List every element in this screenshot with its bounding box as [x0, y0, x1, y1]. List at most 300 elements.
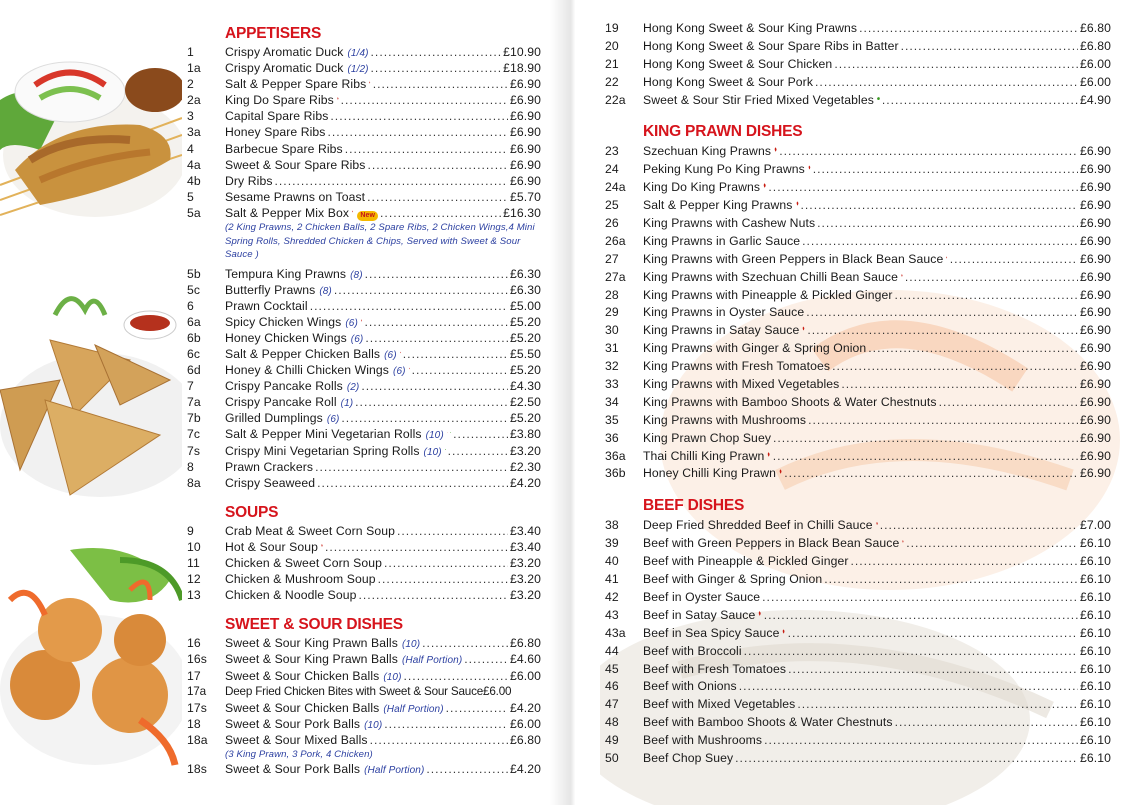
leader-dots: [882, 92, 1078, 110]
item-number: 6: [187, 298, 194, 313]
item-price: £6.30: [510, 282, 541, 297]
menu-item: [187, 475, 541, 491]
item-price: £6.90: [1080, 323, 1111, 338]
item-price: £6.00: [483, 684, 512, 698]
item-price: £6.10: [1080, 661, 1111, 676]
item-number: 11: [187, 556, 200, 571]
menu-item: [187, 141, 541, 157]
item-qualifier: (10): [383, 671, 402, 683]
item-number: 3: [187, 109, 194, 124]
leader-dots: [859, 20, 1078, 38]
item-number: 7b: [187, 411, 201, 426]
item-price: £6.10: [1080, 572, 1111, 587]
menu-item: [187, 346, 541, 362]
item-name: King Prawns with Fresh Tomatoes: [643, 359, 831, 374]
item-name: Grilled Dumplings: [225, 411, 323, 426]
item-name: King Prawns in Satay Sauce: [643, 323, 800, 338]
fried-prawn-balls-photo: [0, 540, 182, 770]
item-number: 35: [605, 412, 619, 427]
leader-dots: [328, 124, 508, 140]
menu-item: [605, 589, 1111, 607]
menu-item: [187, 173, 541, 189]
leader-dots: [380, 205, 501, 221]
right-menu-column: [605, 20, 1111, 768]
menu-item: [187, 459, 541, 475]
item-name: Hot & Sour Soup: [225, 539, 318, 554]
item-price: £5.20: [510, 330, 541, 345]
menu-item: [605, 92, 1111, 110]
menu-item: [605, 143, 1111, 161]
leader-dots: [764, 732, 1078, 750]
menu-item: [605, 197, 1111, 215]
item-price: £6.90: [1080, 269, 1111, 284]
item-price: £6.80: [1080, 21, 1111, 35]
item-price: £6.90: [1080, 448, 1111, 463]
item-name: Salt & Pepper Chicken Balls: [225, 347, 381, 361]
item-name: Sweet & Sour Spare Ribs: [225, 157, 366, 172]
leader-dots: [806, 304, 1078, 322]
item-price: £7.00: [1080, 518, 1111, 533]
item-number: 30: [605, 323, 619, 338]
item-number: 2a: [187, 93, 201, 108]
leader-dots: [370, 732, 508, 748]
menu-item: [605, 535, 1111, 553]
item-name: Barbecue Spare Ribs: [225, 141, 343, 156]
item-name: Prawn Crackers: [225, 459, 314, 474]
item-number: 27: [605, 251, 619, 266]
item-name: King Prawns with Pineapple & Pickled Ginger: [643, 287, 893, 302]
leader-dots: [384, 555, 508, 571]
item-qualifier: (Half Portion): [383, 703, 444, 715]
menu-item: [187, 716, 541, 732]
item-name: Butterfly Prawns: [225, 282, 316, 297]
item-name: Hong Kong Sweet & Sour King Prawns: [643, 21, 858, 35]
item-price: £6.00: [1080, 56, 1111, 71]
item-price: £3.20: [510, 443, 541, 458]
leader-dots: [317, 475, 508, 491]
leader-dots: [345, 141, 508, 157]
menu-item: [187, 330, 541, 346]
item-name: Chicken & Sweet Corn Soup: [225, 556, 382, 571]
item-qualifier: (10): [401, 639, 421, 651]
item-number: 27a: [605, 269, 626, 284]
item-number: 1a: [187, 61, 201, 76]
menu-item: [605, 430, 1111, 448]
leader-dots: [330, 108, 508, 124]
item-number: 24a: [605, 180, 626, 195]
item-number: 34: [605, 394, 619, 409]
item-qualifier: (6): [345, 317, 358, 329]
leader-dots: [310, 298, 508, 314]
item-number: 32: [605, 359, 619, 374]
item-number: 22a: [605, 92, 626, 107]
item-price: £6.00: [1080, 74, 1111, 89]
item-price: £6.10: [1080, 750, 1111, 765]
menu-item: [187, 282, 541, 298]
item-name: Salt & Pepper Mix Box: [225, 205, 350, 220]
item-price: £6.90: [1080, 377, 1111, 392]
chili-icon: [369, 77, 370, 88]
item-number: 7s: [187, 443, 201, 458]
section-title-sweet-sour: SWEET & SOUR DISHES: [225, 616, 403, 634]
item-price: £2.30: [510, 459, 541, 474]
leader-dots: [788, 661, 1078, 679]
item-name: Beef with Ginger & Spring Onion: [643, 572, 823, 587]
item-name: Sweet & Sour Chicken Balls: [225, 668, 380, 683]
leader-dots: [341, 410, 508, 426]
menu-item: [187, 668, 541, 684]
menu-item: [605, 678, 1111, 696]
leader-dots: [315, 459, 508, 475]
leader-dots: [801, 197, 1078, 215]
item-price: £6.90: [1080, 162, 1111, 177]
chili-icon: [902, 536, 904, 547]
item-price: £3.20: [510, 588, 541, 603]
item-name: Beef with Bamboo Shoots & Water Chestnuts: [643, 715, 893, 730]
item-price: £10.90: [503, 45, 541, 59]
item-number: 42: [605, 589, 619, 604]
section-title-appetisers: APPETISERS: [225, 25, 322, 42]
page-fold: [550, 0, 596, 805]
item-qualifier: (10): [423, 446, 442, 458]
item-name: Beef with Onions: [643, 679, 737, 694]
item-name: Tempura King Prawns: [225, 266, 347, 281]
item-qualifier: (10): [425, 430, 444, 442]
item-name: King Prawns with Green Peppers in Black Bean Sauce: [643, 251, 944, 266]
item-price: £4.20: [510, 475, 541, 490]
menu-item: [187, 44, 541, 60]
item-price: £6.90: [510, 173, 541, 188]
leader-dots: [365, 266, 508, 282]
item-number: 21: [605, 56, 619, 71]
leader-dots: [371, 44, 502, 60]
leader-dots: [779, 143, 1078, 161]
menu-item: [605, 643, 1111, 661]
item-price: £4.30: [510, 379, 541, 394]
item-name: Sweet & Sour King Prawn Balls: [225, 636, 398, 651]
leader-dots: [906, 535, 1078, 553]
leader-dots: [378, 571, 508, 587]
item-number: 44: [605, 643, 619, 658]
item-name: Spicy Chicken Wings: [225, 314, 342, 329]
item-qualifier: (1): [340, 398, 354, 410]
leader-dots: [762, 589, 1078, 607]
section-title-king-prawn: KING PRAWN DISHES: [643, 123, 803, 141]
item-number: 29: [605, 305, 619, 320]
item-number: 20: [605, 38, 619, 53]
leader-dots: [773, 430, 1078, 448]
chili-icon: [409, 363, 410, 374]
item-price: £6.90: [510, 157, 541, 172]
item-qualifier: (1/2): [347, 64, 369, 76]
item-number: 8a: [187, 475, 201, 490]
item-qualifier: (1/4): [347, 48, 369, 59]
chili-icon: [779, 466, 782, 477]
item-number: 43: [605, 607, 619, 622]
item-price: £18.90: [503, 61, 541, 76]
item-number: 50: [605, 750, 619, 765]
item-number: 17: [187, 668, 201, 683]
item-name: King Prawns in Garlic Sauce: [643, 233, 801, 248]
leader-dots: [824, 571, 1078, 589]
item-number: 19: [605, 21, 619, 35]
item-price: £6.00: [510, 716, 541, 731]
menu-item: [187, 205, 541, 221]
chili-icon: [796, 198, 799, 209]
item-name: King Prawns in Oyster Sauce: [643, 305, 805, 320]
item-number: 24: [605, 162, 619, 177]
item-qualifier: (6): [393, 366, 406, 378]
leader-dots: [895, 287, 1078, 305]
menu-item: [187, 124, 541, 140]
item-price: £4.20: [510, 700, 541, 715]
leader-dots: [764, 607, 1078, 625]
item-name: Beef with Mushrooms: [643, 733, 763, 748]
item-name: King Prawns with Ginger & Spring Onion: [643, 341, 867, 356]
leader-dots: [275, 173, 508, 189]
item-price: £5.20: [510, 411, 541, 426]
leader-dots: [784, 465, 1078, 483]
item-price: £6.10: [1080, 697, 1111, 712]
menu-item: [605, 20, 1111, 38]
item-number: 4b: [187, 173, 201, 188]
item-name: King Prawns with Szechuan Chilli Bean Sauce: [643, 269, 898, 284]
menu-item: [605, 661, 1111, 679]
menu-item: [187, 700, 541, 716]
leader-dots: [365, 330, 508, 346]
item-number: 45: [605, 661, 619, 676]
menu-item: [605, 287, 1111, 305]
menu-item: [187, 587, 541, 603]
leader-dots: [355, 394, 508, 410]
leader-dots: [834, 56, 1078, 74]
item-name: Salt & Pepper Mini Vegetarian Rolls: [225, 427, 422, 442]
item-price: £6.10: [1080, 643, 1111, 658]
item-number: 10: [187, 539, 201, 554]
menu-item: [187, 378, 541, 394]
menu-item: [187, 684, 541, 700]
vegetarian-icon: [450, 427, 451, 438]
item-price: £6.90: [1080, 341, 1111, 356]
item-name: Crispy Seaweed: [225, 475, 316, 490]
item-number: 31: [605, 341, 619, 356]
item-name: Honey & Chilli Chicken Wings: [225, 363, 390, 378]
item-number: 5: [187, 189, 194, 204]
item-price: £6.90: [510, 109, 541, 124]
menu-item: [187, 443, 541, 459]
leader-dots: [739, 678, 1078, 696]
leader-dots: [735, 750, 1078, 768]
item-name: Dry Ribs: [225, 173, 273, 188]
item-number: 47: [605, 697, 619, 712]
item-price: £3.20: [510, 572, 541, 587]
item-name: King Prawns with Bamboo Shoots & Water Chestnuts: [643, 394, 937, 409]
menu-item: [605, 553, 1111, 571]
menu-item: [187, 76, 541, 92]
item-price: £6.10: [1080, 607, 1111, 622]
leader-dots: [368, 157, 509, 173]
leader-dots: [404, 668, 508, 684]
mixed-balls-note: (3 King Prawn, 3 Pork, 4 Chicken): [225, 748, 373, 760]
chili-icon: [946, 252, 947, 263]
item-number: 36b: [605, 466, 626, 481]
menu-item: [187, 571, 541, 587]
item-price: £6.90: [510, 125, 541, 140]
item-qualifier: (6): [326, 414, 340, 426]
menu-item: [187, 523, 541, 539]
item-name: Crispy Mini Vegetarian Spring Rolls: [225, 443, 420, 458]
item-price: £6.10: [1080, 625, 1111, 640]
item-name: Sweet & Sour Chicken Balls: [225, 700, 380, 715]
item-price: £3.80: [510, 427, 541, 442]
menu-item: [605, 340, 1111, 358]
menu-item: [187, 539, 541, 555]
item-name: Beef with Mixed Vegetables: [643, 697, 796, 712]
menu-item: [605, 304, 1111, 322]
leader-dots: [359, 587, 508, 603]
item-name: Sesame Prawns on Toast: [225, 189, 366, 204]
item-name: Sweet & Sour Pork Balls: [225, 762, 361, 777]
leader-dots: [788, 625, 1078, 643]
chili-icon: [782, 626, 785, 637]
new-badge: New: [357, 211, 378, 221]
item-price: £6.80: [1080, 38, 1111, 53]
leader-dots: [851, 553, 1079, 571]
item-name: Peking Kung Po King Prawns: [643, 162, 805, 177]
menu-item: [605, 179, 1111, 197]
item-price: £6.90: [1080, 233, 1111, 248]
item-number: 4a: [187, 157, 201, 172]
item-name: Salt & Pepper King Prawns: [643, 198, 793, 213]
menu-item: [187, 189, 541, 205]
leader-dots: [446, 700, 508, 716]
item-name: Beef in Sea Spicy Sauce: [643, 625, 780, 640]
menu-item: [187, 108, 541, 124]
chili-icon: [763, 180, 766, 191]
menu-item: [605, 376, 1111, 394]
item-price: £3.40: [510, 523, 541, 538]
item-name: Sweet & Sour Stir Fried Mixed Vegetables: [643, 92, 874, 107]
item-name: Chicken & Noodle Soup: [225, 588, 357, 603]
item-name: Prawn Cocktail: [225, 298, 308, 313]
item-number: 7c: [187, 427, 201, 442]
menu-item: [187, 92, 541, 108]
menu-item: [605, 625, 1111, 643]
menu-item: [605, 732, 1111, 750]
leader-dots: [325, 539, 508, 555]
item-number: 26a: [605, 233, 626, 248]
item-price: £6.80: [510, 732, 541, 747]
leader-dots: [807, 322, 1078, 340]
chili-icon: [337, 93, 339, 104]
item-number: 13: [187, 588, 201, 603]
item-number: 23: [605, 144, 619, 159]
leader-dots: [939, 394, 1078, 412]
leader-dots: [341, 92, 508, 108]
item-number: 39: [605, 536, 619, 551]
item-price: £16.30: [503, 205, 541, 220]
item-price: £6.10: [1080, 589, 1111, 604]
leader-dots: [901, 38, 1078, 56]
menu-item: [605, 448, 1111, 466]
menu-item: [605, 38, 1111, 56]
item-name: King Do Spare Ribs: [225, 93, 334, 108]
item-price: £5.20: [510, 314, 541, 329]
item-number: 9: [187, 523, 194, 538]
item-number: 40: [605, 554, 619, 569]
menu-item: [605, 269, 1111, 287]
item-number: 28: [605, 287, 619, 302]
item-name: Honey Spare Ribs: [225, 125, 326, 140]
item-name: Thai Chilli King Prawn: [643, 448, 765, 463]
item-price: £4.90: [1080, 92, 1111, 107]
item-number: 6d: [187, 363, 201, 378]
leader-dots: [905, 269, 1078, 287]
leader-dots: [744, 643, 1078, 661]
leader-dots: [403, 346, 508, 362]
item-qualifier: (6): [350, 333, 364, 345]
item-price: £6.90: [510, 77, 541, 92]
item-number: 33: [605, 377, 619, 392]
item-name: Beef Chop Suey: [643, 750, 734, 765]
item-price: £2.50: [510, 395, 541, 410]
menu-item: [187, 157, 541, 173]
chili-icon: [400, 347, 401, 358]
item-name: King Prawns with Cashew Nuts: [643, 216, 816, 231]
item-number: 5b: [187, 266, 201, 281]
leader-dots: [334, 282, 508, 298]
leader-dots: [895, 714, 1078, 732]
menu-item: [187, 555, 541, 571]
item-number: 7a: [187, 395, 201, 410]
item-price: £5.50: [510, 347, 541, 361]
item-number: 18: [187, 716, 201, 731]
item-number: 41: [605, 572, 619, 587]
item-price: £6.90: [1080, 251, 1111, 266]
menu-item: [187, 362, 541, 378]
item-name: Salt & Pepper Spare Ribs: [225, 77, 367, 92]
menu-item: [605, 571, 1111, 589]
item-price: £6.90: [1080, 287, 1111, 302]
leader-dots: [880, 517, 1078, 535]
mix-box-note: (2 King Prawns, 2 Chicken Balls, 2 Spare Ribs, 2 Chicken Wings,4 Mini Spring Rolls, Shredded Chicken & Chips, Served with Sweet & Sour Sauce ): [225, 222, 535, 261]
item-number: 6c: [187, 347, 201, 361]
item-price: £6.90: [510, 93, 541, 108]
item-number: 46: [605, 679, 619, 694]
leader-dots: [371, 60, 502, 76]
item-price: £6.10: [1080, 536, 1111, 551]
menu-item: [187, 410, 541, 426]
item-number: 26: [605, 216, 619, 231]
leader-dots: [773, 448, 1078, 466]
item-name: Beef with Broccoli: [643, 643, 742, 658]
vegetarian-icon: [877, 93, 880, 104]
item-price: £5.70: [510, 189, 541, 204]
item-name: Hong Kong Sweet & Sour Pork: [643, 74, 814, 89]
item-name: King Do King Prawns: [643, 180, 761, 195]
chili-icon: [321, 540, 323, 551]
menu-item: [605, 750, 1111, 768]
item-price: £6.30: [510, 266, 541, 281]
menu-item: [187, 732, 541, 748]
menu-item: [187, 60, 541, 76]
item-price: £6.80: [510, 636, 541, 651]
leader-dots: [412, 362, 508, 378]
menu-item: [605, 233, 1111, 251]
chili-icon: [361, 315, 363, 326]
item-price: £6.90: [1080, 412, 1111, 427]
item-price: £5.20: [510, 363, 541, 378]
